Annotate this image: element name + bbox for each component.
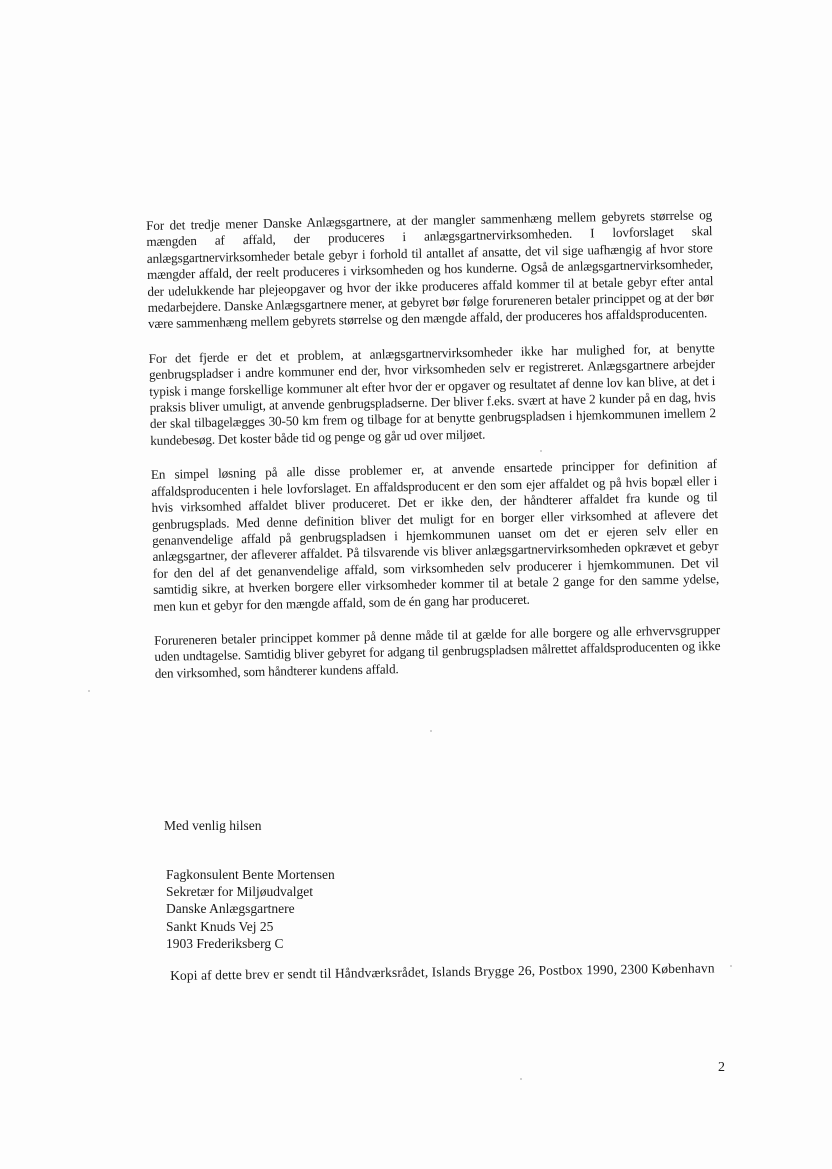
scan-speck <box>730 965 732 967</box>
closing-greeting: Med venlig hilsen <box>164 818 262 833</box>
signature-line-city: 1903 Frederiksberg C <box>166 935 284 951</box>
scan-speck <box>540 450 542 452</box>
letter-body <box>146 207 721 700</box>
signature-line-organisation: Danske Anlægsgartnere <box>166 901 295 917</box>
copy-note: Kopi af dette brev er sendt til Håndværksrådet, Islands Brygge 26, Postbox 1990, 2300 København <box>170 960 715 983</box>
signature-line-name: Fagkonsulent Bente Mortensen <box>166 867 335 882</box>
paragraph-conclusion: Forureneren betaler princippet kommer på denne måde til at gælde for alle borgere og alle erhvervsgrupper uden undtagelse. Samtidig bliver gebyret for adgang til genbrugspladsen målrettet affaldsproducenten og ikke den virksomhed, som håndterer kundens affald. <box>153 621 721 681</box>
signature-block <box>166 866 335 952</box>
scan-speck <box>430 730 432 732</box>
paragraph-third-point: For det tredje mener Danske Anlægsgartnere, at der mangler sammenhæng mellem gebyrets størrelse og mængden af affald, der produceres i anlægsgartnervirksomheden. I lovforslaget skal anlægsgartnervirksomheder betale gebyr i forhold til antallet af ansatte, det vil sige uafhængig af hvor store mængder affald, der reelt produceres i virksomheden og hos kunderne. Også de anlægsgartnervirksomheder, der udelukkende har plejeopgaver og hvor der ikke produceres affald kommer til at betale gebyr efter antal medarbejdere. Danske Anlægsgartnere mener, at gebyret bør følge forureneren betaler princippet og at der bør være sammenhæng mellem gebyrets størrelse og den mængde affald, der produceres hos affaldsproducenten. <box>146 207 714 332</box>
signature-line-street: Sankt Knuds Vej 25 <box>166 918 274 934</box>
paragraph-fourth-point: For det fjerde er det et problem, at anlægsgartnervirksomheder ikke har mulighed for, at benytte genbrugspladser i andre kommuner end der, hvor virksomheden selv er registreret. Anlægsgartnere arbejder typisk i mange forskellige kommuner alt efter hvor der er opgaver og resultatet af denne lov kan blive, at det i praksis bliver umuligt, at anvende genbrugspladserne. Der bliver f.eks. svært at have 2 kunder på en dag, hvis der skal tilbagelægges 30-50 km frem og tilbage for at benytte genbrugspladsen i hjemkommunen imellem 2 kundebesøg. Det koster både tid og penge og går ud over miljøet. <box>148 339 716 448</box>
scan-speck <box>88 690 90 692</box>
page-number: 2 <box>718 1060 725 1075</box>
scan-speck <box>520 1078 522 1080</box>
signature-line-role: Sekretær for Miljøudvalget <box>166 884 313 900</box>
paragraph-solution: En simpel løsning på alle disse problemer er, at anvende ensartede principper for definition af affaldsproducenten i hele lovforslaget. En affaldsproducent er den som ejer affaldet og på hvis bopæl eller i hvis virksomhed affaldet bliver produceret. Det er ikke den, der håndterer affaldet fra kunde og til genbrugsplads. Med denne definition bliver det muligt for en borger eller virksomhed at aflevere det genanvendelige affald på genbrugspladsen i hjemkommunen uanset om det er ejeren selv eller en anlægsgartner, der afleverer affaldet. På tilsvarende vis bliver anlægsgartnervirksomheden opkrævet et gebyr for den del af det genanvendelige affald, som virksomheden selv producerer i hjemkommunen. Det vil samtidig sikre, at hverken borgere eller virksomheder kommer til at betale 2 gange for den samme ydelse, men kun et gebyr for den mængde affald, som de én gang har produceret. <box>150 456 720 614</box>
